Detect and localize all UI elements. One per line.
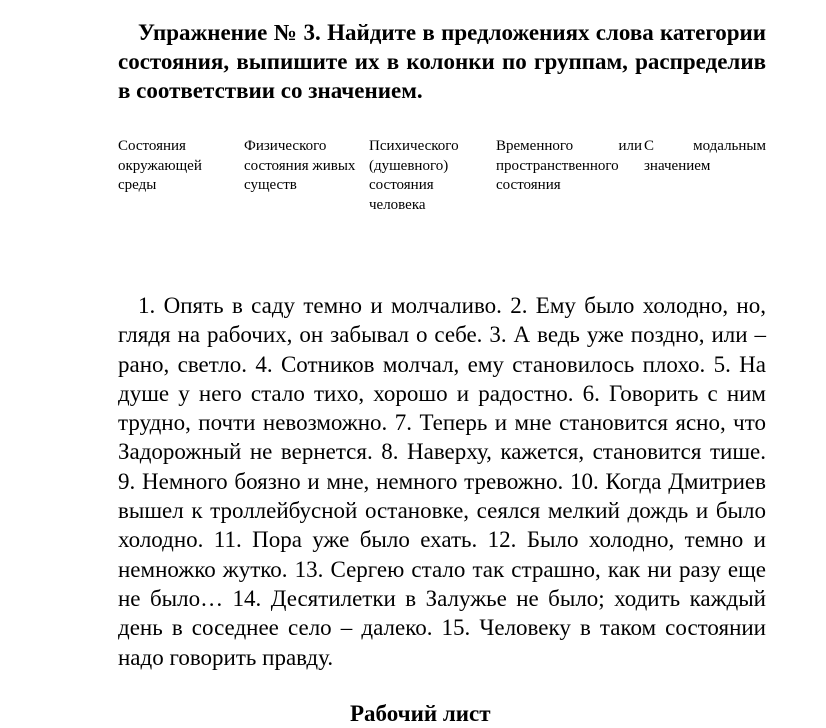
column-environment-state: Состояния окружающей среды [118, 138, 202, 193]
column-psychological-state: Психического (душевного) состояния человека [369, 138, 459, 213]
exercise-title: Упражнение № 3. Найдите в предложениях слова категории состояния, выпишите их в колонки по группам, распределив в соответствии со значением. [118, 20, 766, 103]
cut-off-line: Рабочий лист [350, 701, 491, 726]
column-physical-state: Физического состояния живых существ [244, 138, 356, 193]
column-modal-meaning: С модальным значением [644, 138, 766, 174]
group-columns-header [118, 137, 766, 219]
column-time-space-state: Временного или пространственного состояния [496, 138, 642, 193]
exercise-sentences: 1. Опять в саду темно и молчаливо. 2. Ему было холодно, но, глядя на рабочих, он забывал о себе. 3. А ведь уже поздно, или – рано, светло. 4. Сотников молчал, ему становилось плохо. 5. На душе у него стало тихо, хорошо и радостно. 6. Говорить с ним трудно, почти невозможно. 7. Теперь и мне становится ясно, что Задорожный не вернется. 8. Наверху, кажется, становится тише. 9. Немного боязно и мне, немного тревожно. 10. Когда Дмитриев вышел к троллейбусной остановке, сеялся мелкий дождь и было холодно. 11. Пора уже было ехать. 12. Было холодно, темно и немножко жутко. 13. Сергею стало так страшно, как ни разу еще не было… 14. Десятилетки в Залужье не было; ходить каждый день в соседнее село – далеко. 15. Человеку в таком состоянии надо говорить правду. [118, 293, 766, 670]
